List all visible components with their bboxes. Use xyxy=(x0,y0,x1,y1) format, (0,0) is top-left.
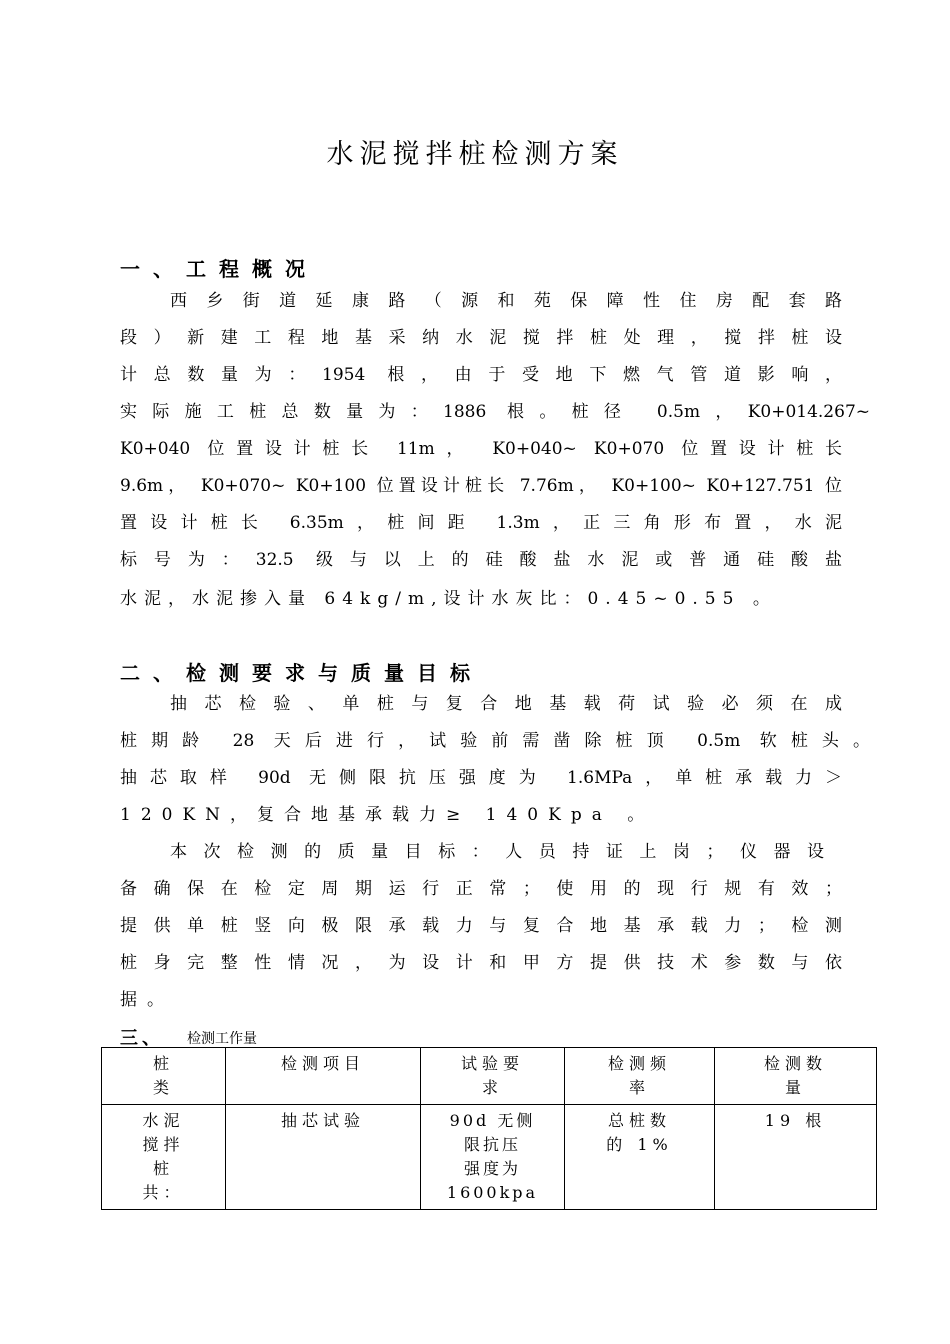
section2-line: 桩身完整性情况，为设计和甲方提供技术参数与依 xyxy=(120,953,842,973)
section1-line: 西乡街道延康路（源和苑保障性住房配套路 xyxy=(170,291,842,311)
section2-line: 120KN，复合地基承载力≥ 140Kpa 。 xyxy=(120,805,655,825)
section2-line: 备确保在检定周期运行正常；使用的现行规有效； xyxy=(120,879,842,899)
table-header-cell xyxy=(226,1048,421,1105)
table-cell xyxy=(421,1105,565,1210)
header-test-requirement: 试验要 求 xyxy=(460,1054,524,1097)
table-header-cell xyxy=(565,1048,715,1105)
table-row xyxy=(102,1105,877,1210)
section1-line: 水泥，水泥掺入量 64kg/m,设计水灰比：0.45~0.55 。 xyxy=(120,589,777,609)
section1-line: 置设计桩长 6.35m，桩间距 1.3m，正三角形布置，水泥 xyxy=(120,513,842,533)
table-cell xyxy=(226,1105,421,1210)
header-test-quantity: 检测数 量 xyxy=(763,1054,827,1097)
table-cell xyxy=(715,1105,877,1210)
table-cell xyxy=(102,1105,226,1210)
section3-heading: 三、 xyxy=(120,1028,164,1049)
section2-line: 本次检测的质量目标：人员持证上岗；仪器设 xyxy=(170,842,824,862)
section2-heading: 二、检测要求与质量目标 xyxy=(120,661,483,685)
section1-line: 标号为：32.5 级与以上的硅酸盐水泥或普通硅酸盐 xyxy=(120,550,842,570)
table-header-cell xyxy=(715,1048,877,1105)
table-cell xyxy=(565,1105,715,1210)
cell-test-requirement: 90d 无侧 限抗压 强度为 1600kpa xyxy=(446,1111,539,1202)
section2-line: 提供单桩竖向极限承载力与复合地基承载力；检测 xyxy=(120,916,842,936)
cell-pile-type: 水泥 搅拌 桩 共： xyxy=(142,1111,185,1202)
cell-test-quantity: 19 根 xyxy=(764,1111,827,1130)
section2-line: 抽芯检验、单桩与复合地基载荷试验必须在成 xyxy=(170,694,842,714)
section1-line: 实际施工桩总数量为：1886 根。桩径 0.5m，K0+014.267~ xyxy=(120,402,870,422)
section2-line: 桩期龄 28 天后进行，试验前需凿除桩顶 0.5m 软桩头。 xyxy=(120,731,870,751)
cell-test-item: 抽芯试验 xyxy=(280,1111,365,1130)
section1-line: K0+040 位置设计桩长 11m， K0+040~ K0+070 位置设计桩长 xyxy=(120,439,842,459)
table-header-cell xyxy=(421,1048,565,1105)
section1-line: 计总数量为：1954 根，由于受地下燃气管道影响， xyxy=(120,365,842,385)
header-test-item: 检测项目 xyxy=(280,1054,365,1073)
table-header-row xyxy=(102,1048,877,1105)
header-pile-type: 桩 类 xyxy=(152,1054,174,1097)
section1-line: 段）新建工程地基采纳水泥搅拌桩处理，搅拌桩设 xyxy=(120,328,842,348)
section3-subheading: 检测工作量 xyxy=(187,1031,257,1047)
cell-test-frequency: 总桩数 的 1% xyxy=(606,1111,673,1154)
section2-line: 抽芯取样 90d 无侧限抗压强度为 1.6MPa，单桩承载力＞ xyxy=(120,768,842,788)
section2-line: 据。 xyxy=(120,990,174,1010)
work-table xyxy=(101,1047,877,1210)
header-test-frequency: 检测频 率 xyxy=(607,1054,671,1097)
table-header-cell xyxy=(102,1048,226,1105)
section1-line: 9.6m， K0+070~ K0+100 位置设计桩长 7.76m， K0+100~ K0+127.751 位 xyxy=(120,476,842,496)
section1-heading: 一、工程概况 xyxy=(120,257,318,281)
document-title: 水泥搅拌桩检测方案 xyxy=(326,139,624,170)
